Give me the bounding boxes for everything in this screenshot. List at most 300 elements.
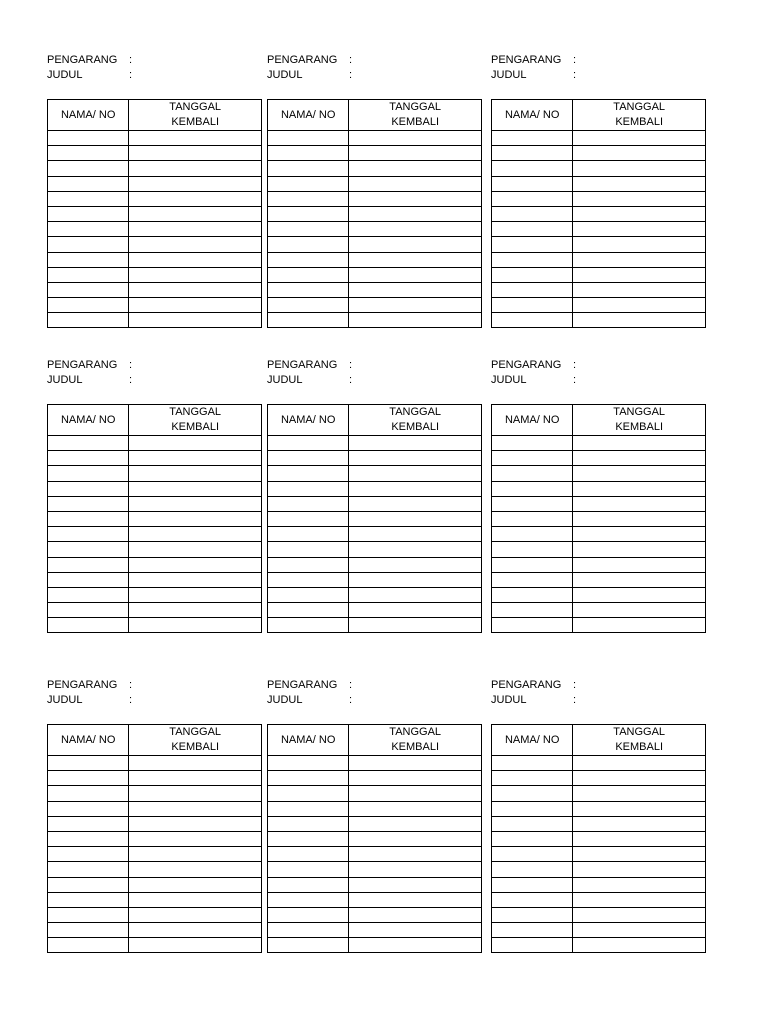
name-no-cell[interactable]: [492, 527, 573, 542]
name-no-cell[interactable]: [48, 557, 129, 572]
name-no-cell[interactable]: [268, 816, 349, 831]
return-date-cell[interactable]: [129, 938, 262, 953]
return-date-cell[interactable]: [129, 191, 262, 206]
return-date-cell[interactable]: [573, 252, 706, 267]
name-no-cell[interactable]: [492, 618, 573, 633]
name-no-cell[interactable]: [268, 237, 349, 252]
return-date-cell[interactable]: [129, 847, 262, 862]
return-date-cell[interactable]: [129, 282, 262, 297]
name-no-cell[interactable]: [268, 618, 349, 633]
table-row: [492, 206, 706, 221]
return-date-cell[interactable]: [129, 298, 262, 313]
return-date-cell[interactable]: [129, 542, 262, 557]
name-no-cell[interactable]: [48, 191, 129, 206]
return-date-cell[interactable]: [349, 862, 482, 877]
table-row: [48, 923, 262, 938]
return-date-cell[interactable]: [129, 176, 262, 191]
name-no-cell[interactable]: [492, 267, 573, 282]
return-date-cell[interactable]: [349, 191, 482, 206]
name-no-cell[interactable]: [492, 511, 573, 526]
table-row: [48, 146, 262, 161]
return-date-cell[interactable]: [129, 131, 262, 146]
table-row: [48, 816, 262, 831]
author-colon: :: [349, 54, 353, 66]
return-date-cell[interactable]: [129, 496, 262, 511]
name-no-cell[interactable]: [48, 313, 129, 328]
return-date-cell[interactable]: [349, 831, 482, 846]
title-colon: :: [129, 374, 133, 386]
return-date-cell[interactable]: [573, 146, 706, 161]
name-no-cell[interactable]: [268, 542, 349, 557]
return-date-cell[interactable]: [573, 267, 706, 282]
return-date-cell[interactable]: [349, 466, 482, 481]
return-date-cell[interactable]: [129, 146, 262, 161]
author-colon: :: [129, 54, 133, 66]
name-no-cell[interactable]: [268, 161, 349, 176]
name-no-cell[interactable]: [268, 451, 349, 466]
table-body: [48, 436, 262, 633]
column-header-name-no: NAMA/ NO: [48, 100, 129, 131]
return-date-cell[interactable]: [349, 618, 482, 633]
return-date-cell[interactable]: [129, 206, 262, 221]
name-no-cell[interactable]: [48, 831, 129, 846]
return-date-cell[interactable]: [573, 191, 706, 206]
title-line: [267, 68, 482, 83]
return-date-cell[interactable]: [349, 892, 482, 907]
name-no-cell[interactable]: [492, 466, 573, 481]
return-date-cell[interactable]: [349, 771, 482, 786]
title-colon: :: [573, 69, 577, 81]
name-no-cell[interactable]: [492, 542, 573, 557]
return-date-cell[interactable]: [129, 587, 262, 602]
name-no-cell[interactable]: [492, 146, 573, 161]
return-date-cell[interactable]: [349, 131, 482, 146]
return-date-cell[interactable]: [349, 436, 482, 451]
name-no-cell[interactable]: [492, 557, 573, 572]
name-no-cell[interactable]: [492, 816, 573, 831]
table-row: [268, 892, 482, 907]
name-no-cell[interactable]: [48, 481, 129, 496]
return-date-cell[interactable]: [573, 816, 706, 831]
name-no-cell[interactable]: [48, 436, 129, 451]
return-date-cell[interactable]: [573, 618, 706, 633]
table-header-row: [48, 100, 262, 131]
return-date-cell[interactable]: [573, 222, 706, 237]
name-no-cell[interactable]: [492, 847, 573, 862]
name-no-cell[interactable]: [492, 756, 573, 771]
name-no-cell[interactable]: [268, 252, 349, 267]
name-no-cell[interactable]: [492, 603, 573, 618]
name-no-cell[interactable]: [268, 756, 349, 771]
table-row: [268, 466, 482, 481]
return-date-cell[interactable]: [129, 801, 262, 816]
return-date-cell[interactable]: [349, 527, 482, 542]
column-header-return-date-line1: TANGGAL: [613, 406, 666, 418]
name-no-cell[interactable]: [48, 587, 129, 602]
table-row: [492, 496, 706, 511]
return-date-cell[interactable]: [129, 756, 262, 771]
return-date-cell[interactable]: [349, 511, 482, 526]
return-date-cell[interactable]: [129, 313, 262, 328]
table-row: [48, 771, 262, 786]
return-date-cell[interactable]: [129, 786, 262, 801]
table-row: [48, 572, 262, 587]
name-no-cell[interactable]: [492, 892, 573, 907]
table-row: [492, 892, 706, 907]
table-row: [48, 451, 262, 466]
return-date-cell[interactable]: [129, 252, 262, 267]
return-date-cell[interactable]: [129, 771, 262, 786]
return-date-cell[interactable]: [349, 267, 482, 282]
return-date-cell[interactable]: [129, 222, 262, 237]
author-line: [267, 358, 482, 373]
return-date-cell[interactable]: [573, 587, 706, 602]
name-no-cell[interactable]: [492, 206, 573, 221]
return-date-cell[interactable]: [129, 831, 262, 846]
name-no-cell[interactable]: [48, 282, 129, 297]
name-no-cell[interactable]: [492, 436, 573, 451]
name-no-cell[interactable]: [268, 191, 349, 206]
author-label: PENGARANG: [491, 679, 562, 691]
name-no-cell[interactable]: [48, 527, 129, 542]
name-no-cell[interactable]: [268, 831, 349, 846]
return-date-cell[interactable]: [573, 282, 706, 297]
name-no-cell[interactable]: [492, 496, 573, 511]
name-no-cell[interactable]: [268, 907, 349, 922]
title-label: JUDUL: [267, 694, 303, 706]
author-colon: :: [573, 54, 577, 66]
table-row: [268, 786, 482, 801]
name-no-cell[interactable]: [48, 938, 129, 953]
return-date-cell[interactable]: [129, 816, 262, 831]
table-row: [492, 572, 706, 587]
return-date-cell[interactable]: [349, 923, 482, 938]
return-date-cell[interactable]: [129, 237, 262, 252]
return-date-cell[interactable]: [129, 527, 262, 542]
name-no-cell[interactable]: [268, 146, 349, 161]
table-body: [268, 756, 482, 953]
name-no-cell[interactable]: [268, 771, 349, 786]
return-date-cell[interactable]: [349, 877, 482, 892]
name-no-cell[interactable]: [268, 862, 349, 877]
name-no-cell[interactable]: [268, 222, 349, 237]
return-date-cell[interactable]: [349, 756, 482, 771]
borrower-log-table: [491, 724, 706, 953]
table-row: [268, 282, 482, 297]
title-colon: :: [129, 694, 133, 706]
name-no-cell[interactable]: [268, 603, 349, 618]
column-header-return-date-line1: TANGGAL: [169, 406, 222, 418]
name-no-cell[interactable]: [268, 923, 349, 938]
name-no-cell[interactable]: [48, 267, 129, 282]
return-date-cell[interactable]: [349, 176, 482, 191]
name-no-cell[interactable]: [48, 237, 129, 252]
table-header-row: [268, 405, 482, 436]
return-date-cell[interactable]: [349, 938, 482, 953]
name-no-cell[interactable]: [48, 907, 129, 922]
return-date-cell[interactable]: [349, 572, 482, 587]
return-date-cell[interactable]: [349, 237, 482, 252]
name-no-cell[interactable]: [268, 557, 349, 572]
return-date-cell[interactable]: [573, 313, 706, 328]
column-header-name-no: NAMA/ NO: [268, 725, 349, 756]
name-no-cell[interactable]: [492, 907, 573, 922]
name-no-cell[interactable]: [492, 771, 573, 786]
return-date-cell[interactable]: [349, 298, 482, 313]
return-date-cell[interactable]: [129, 572, 262, 587]
borrower-log-table: [47, 404, 262, 633]
name-no-cell[interactable]: [48, 176, 129, 191]
name-no-cell[interactable]: [492, 831, 573, 846]
name-no-cell[interactable]: [492, 923, 573, 938]
return-date-cell[interactable]: [573, 206, 706, 221]
return-date-cell[interactable]: [129, 466, 262, 481]
name-no-cell[interactable]: [48, 252, 129, 267]
name-no-cell[interactable]: [492, 191, 573, 206]
return-date-cell[interactable]: [573, 938, 706, 953]
name-no-cell[interactable]: [48, 131, 129, 146]
return-date-cell[interactable]: [129, 161, 262, 176]
name-no-cell[interactable]: [268, 892, 349, 907]
author-colon: :: [349, 679, 353, 691]
name-no-cell[interactable]: [48, 222, 129, 237]
return-date-cell[interactable]: [349, 786, 482, 801]
table-row: [268, 587, 482, 602]
return-date-cell[interactable]: [349, 816, 482, 831]
name-no-cell[interactable]: [492, 786, 573, 801]
return-date-cell[interactable]: [129, 618, 262, 633]
return-date-cell[interactable]: [573, 756, 706, 771]
return-date-cell[interactable]: [129, 923, 262, 938]
table-row: [48, 786, 262, 801]
return-date-cell[interactable]: [573, 877, 706, 892]
return-date-cell[interactable]: [129, 907, 262, 922]
name-no-cell[interactable]: [492, 572, 573, 587]
column-header-name-no: NAMA/ NO: [268, 100, 349, 131]
name-no-cell[interactable]: [492, 801, 573, 816]
table-row: [48, 298, 262, 313]
title-label: JUDUL: [267, 374, 303, 386]
return-date-cell[interactable]: [129, 892, 262, 907]
return-date-cell[interactable]: [349, 313, 482, 328]
return-date-cell[interactable]: [573, 176, 706, 191]
name-no-cell[interactable]: [48, 572, 129, 587]
return-date-cell[interactable]: [573, 923, 706, 938]
return-date-cell[interactable]: [129, 603, 262, 618]
name-no-cell[interactable]: [268, 436, 349, 451]
column-header-return-date-line2: KEMBALI: [391, 116, 440, 128]
name-no-cell[interactable]: [268, 801, 349, 816]
return-date-cell[interactable]: [129, 862, 262, 877]
column-header-return-date: [349, 405, 482, 436]
return-date-cell[interactable]: [573, 496, 706, 511]
return-date-cell[interactable]: [349, 282, 482, 297]
return-date-cell[interactable]: [573, 542, 706, 557]
return-date-cell[interactable]: [349, 587, 482, 602]
return-date-cell[interactable]: [349, 603, 482, 618]
return-date-cell[interactable]: [573, 131, 706, 146]
name-no-cell[interactable]: [48, 466, 129, 481]
table-row: [492, 222, 706, 237]
name-no-cell[interactable]: [492, 282, 573, 297]
name-no-cell[interactable]: [268, 786, 349, 801]
return-date-cell[interactable]: [129, 511, 262, 526]
table-row: [492, 436, 706, 451]
table-body: [268, 131, 482, 328]
return-date-cell[interactable]: [349, 907, 482, 922]
return-date-cell[interactable]: [349, 557, 482, 572]
table-header-row: [48, 405, 262, 436]
return-date-cell[interactable]: [573, 786, 706, 801]
return-date-cell[interactable]: [573, 436, 706, 451]
name-no-cell[interactable]: [48, 877, 129, 892]
title-label: JUDUL: [267, 69, 303, 81]
return-date-cell[interactable]: [573, 527, 706, 542]
return-date-cell[interactable]: [573, 801, 706, 816]
name-no-cell[interactable]: [268, 206, 349, 221]
table-header-row: [268, 725, 482, 756]
title-label: JUDUL: [491, 374, 527, 386]
table-row: [268, 756, 482, 771]
return-date-cell[interactable]: [573, 892, 706, 907]
return-date-cell[interactable]: [573, 862, 706, 877]
name-no-cell[interactable]: [492, 451, 573, 466]
name-no-cell[interactable]: [48, 298, 129, 313]
return-date-cell[interactable]: [349, 146, 482, 161]
title-line: [491, 68, 706, 83]
name-no-cell[interactable]: [48, 206, 129, 221]
name-no-cell[interactable]: [268, 282, 349, 297]
name-no-cell[interactable]: [268, 938, 349, 953]
column-header-return-date-line2: KEMBALI: [171, 421, 220, 433]
name-no-cell[interactable]: [268, 298, 349, 313]
name-no-cell[interactable]: [268, 527, 349, 542]
return-date-cell[interactable]: [349, 451, 482, 466]
name-no-cell[interactable]: [492, 131, 573, 146]
return-date-cell[interactable]: [349, 847, 482, 862]
return-date-cell[interactable]: [573, 907, 706, 922]
name-no-cell[interactable]: [268, 496, 349, 511]
name-no-cell[interactable]: [268, 877, 349, 892]
return-date-cell[interactable]: [349, 161, 482, 176]
name-no-cell[interactable]: [48, 496, 129, 511]
name-no-cell[interactable]: [492, 176, 573, 191]
name-no-cell[interactable]: [48, 801, 129, 816]
name-no-cell[interactable]: [268, 587, 349, 602]
name-no-cell[interactable]: [48, 892, 129, 907]
name-no-cell[interactable]: [48, 161, 129, 176]
name-no-cell[interactable]: [48, 511, 129, 526]
name-no-cell[interactable]: [492, 862, 573, 877]
name-no-cell[interactable]: [268, 847, 349, 862]
return-date-cell[interactable]: [573, 161, 706, 176]
name-no-cell[interactable]: [48, 786, 129, 801]
name-no-cell[interactable]: [492, 938, 573, 953]
borrower-log-table: [47, 724, 262, 953]
author-label: PENGARANG: [491, 54, 562, 66]
return-date-cell[interactable]: [129, 451, 262, 466]
name-no-cell[interactable]: [48, 923, 129, 938]
return-date-cell[interactable]: [573, 831, 706, 846]
return-date-cell[interactable]: [129, 481, 262, 496]
table-body: [268, 436, 482, 633]
return-date-cell[interactable]: [573, 466, 706, 481]
name-no-cell[interactable]: [268, 131, 349, 146]
title-line: [491, 693, 706, 708]
return-date-cell[interactable]: [349, 496, 482, 511]
name-no-cell[interactable]: [268, 466, 349, 481]
name-no-cell[interactable]: [48, 542, 129, 557]
name-no-cell[interactable]: [492, 298, 573, 313]
name-no-cell[interactable]: [48, 603, 129, 618]
name-no-cell[interactable]: [492, 161, 573, 176]
column-header-return-date: [129, 100, 262, 131]
table-body: [492, 756, 706, 953]
name-no-cell[interactable]: [48, 847, 129, 862]
name-no-cell[interactable]: [268, 481, 349, 496]
return-date-cell[interactable]: [349, 801, 482, 816]
name-no-cell[interactable]: [48, 618, 129, 633]
name-no-cell[interactable]: [48, 771, 129, 786]
return-date-cell[interactable]: [349, 222, 482, 237]
table-row: [492, 603, 706, 618]
return-date-cell[interactable]: [349, 206, 482, 221]
name-no-cell[interactable]: [492, 877, 573, 892]
return-date-cell[interactable]: [573, 237, 706, 252]
return-date-cell[interactable]: [573, 847, 706, 862]
name-no-cell[interactable]: [492, 481, 573, 496]
return-date-cell[interactable]: [129, 557, 262, 572]
return-date-cell[interactable]: [573, 572, 706, 587]
name-no-cell[interactable]: [492, 237, 573, 252]
return-date-cell[interactable]: [573, 298, 706, 313]
return-date-cell[interactable]: [573, 451, 706, 466]
return-date-cell[interactable]: [573, 557, 706, 572]
name-no-cell[interactable]: [268, 267, 349, 282]
return-date-cell[interactable]: [129, 267, 262, 282]
table-row: [48, 831, 262, 846]
author-line: [491, 678, 706, 693]
return-date-cell[interactable]: [573, 603, 706, 618]
book-return-card: [491, 53, 706, 128]
table-row: [268, 131, 482, 146]
name-no-cell[interactable]: [48, 146, 129, 161]
return-date-cell[interactable]: [129, 436, 262, 451]
name-no-cell[interactable]: [492, 313, 573, 328]
name-no-cell[interactable]: [492, 252, 573, 267]
name-no-cell[interactable]: [48, 816, 129, 831]
return-date-cell[interactable]: [349, 252, 482, 267]
name-no-cell[interactable]: [268, 572, 349, 587]
return-date-cell[interactable]: [573, 481, 706, 496]
name-no-cell[interactable]: [48, 756, 129, 771]
name-no-cell[interactable]: [48, 451, 129, 466]
name-no-cell[interactable]: [492, 587, 573, 602]
return-date-cell[interactable]: [129, 877, 262, 892]
title-label: JUDUL: [491, 69, 527, 81]
return-date-cell[interactable]: [573, 771, 706, 786]
return-date-cell[interactable]: [349, 481, 482, 496]
name-no-cell[interactable]: [48, 862, 129, 877]
name-no-cell[interactable]: [268, 313, 349, 328]
name-no-cell[interactable]: [268, 511, 349, 526]
title-line: [47, 373, 262, 388]
return-date-cell[interactable]: [349, 542, 482, 557]
return-date-cell[interactable]: [573, 511, 706, 526]
name-no-cell[interactable]: [268, 176, 349, 191]
name-no-cell[interactable]: [492, 222, 573, 237]
author-label: PENGARANG: [47, 54, 118, 66]
